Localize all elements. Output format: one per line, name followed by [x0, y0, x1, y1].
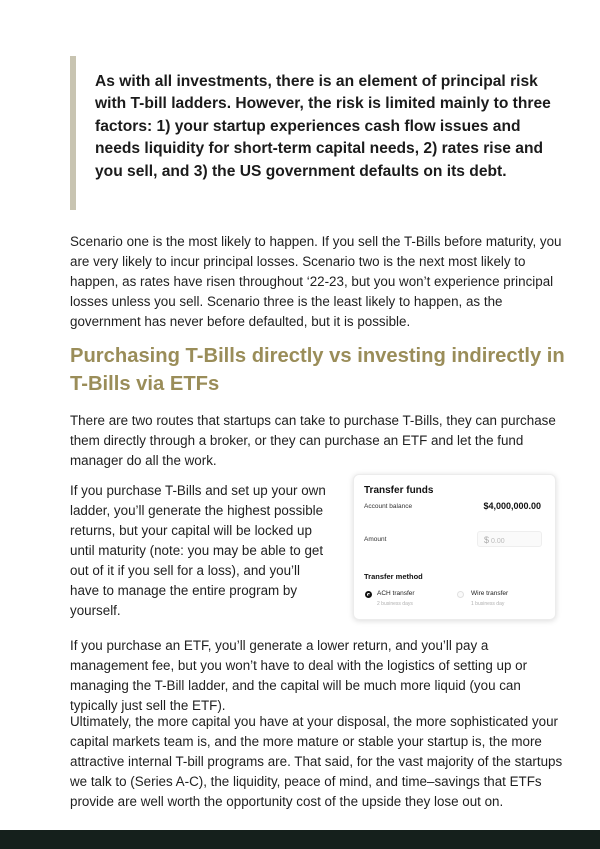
amount-placeholder: 0.00 [491, 538, 505, 545]
footer-band [0, 830, 600, 849]
transfer-funds-title: Transfer funds [364, 485, 434, 496]
scenarios-paragraph: Scenario one is the most likely to happen. If you sell the T-Bills before maturity, you are very likely to incur principal losses. Scenario two is the next most likely to happen, as rates have risen throughout ‘22-23, but you won’t experience principal losses unless you sell. Scenario three is the least likely to happen, as the government has never before defaulted, but it is possible. [70, 234, 562, 329]
ach-transfer-sublabel: 2 business days [377, 601, 413, 607]
callout-text: As with all investments, there is an element of principal risk with T-bill ladders. However, the risk is limited mainly to three factors: 1) your startup experiences cash flow issues and needs liquidity for short-term capital needs, 2) rates rise and you sell, and 3) the US government defaults on its debt. [95, 73, 551, 180]
section-heading: Purchasing T-Bills directly vs investing indirectly in T-Bills via ETFs [70, 345, 565, 395]
transfer-funds-card [353, 474, 556, 620]
wire-transfer-label: Wire transfer [471, 590, 509, 597]
callout-quote [70, 56, 570, 210]
amount-label: Amount [364, 536, 387, 543]
transfer-method-title: Transfer method [364, 572, 423, 581]
wire-transfer-sublabel: 1 business day [471, 601, 505, 607]
wire-transfer-radio[interactable] [457, 591, 464, 598]
callout-bar [70, 56, 76, 210]
account-balance-label: Account balance [364, 503, 413, 510]
amount-input[interactable] [477, 531, 542, 547]
routes-paragraph: There are two routes that startups can take to purchase T-Bills, they can purchase them directly through a broker, or they can purchase an ETF and let the fund manager do all the work. [70, 413, 556, 468]
conclusion-paragraph: Ultimately, the more capital you have at your disposal, the more sophisticated your capital markets team is, and the more mature or stable your startup is, the more attractive internal T-bill programs are. That said, for the vast majority of the startups we talk to (Series A-C), the liquidity, peace of mind, and time–savings that ETFs provide are well worth the opportunity cost of the upside they lose out on. [70, 714, 563, 809]
ladder-paragraph: If you purchase T-Bills and set up your own ladder, you’ll generate the highest possible returns, but your capital will be locked up until maturity (note: you may be able to get out of it if you sell for a loss), and you’ll have to manage the entire program by yourself. [70, 483, 326, 618]
ach-transfer-radio[interactable] [365, 591, 372, 598]
dollar-sign: $ [484, 535, 490, 545]
ach-transfer-label: ACH transfer [377, 590, 415, 597]
account-balance-value: $4,000,000.00 [483, 501, 541, 511]
etf-paragraph: If you purchase an ETF, you’ll generate a lower return, and you’ll pay a management fee, but you won’t have to deal with the logistics of setting up or managing the T-Bill ladder, and the capital will be much more liquid (you can typically just sell the ETF). [70, 638, 528, 713]
